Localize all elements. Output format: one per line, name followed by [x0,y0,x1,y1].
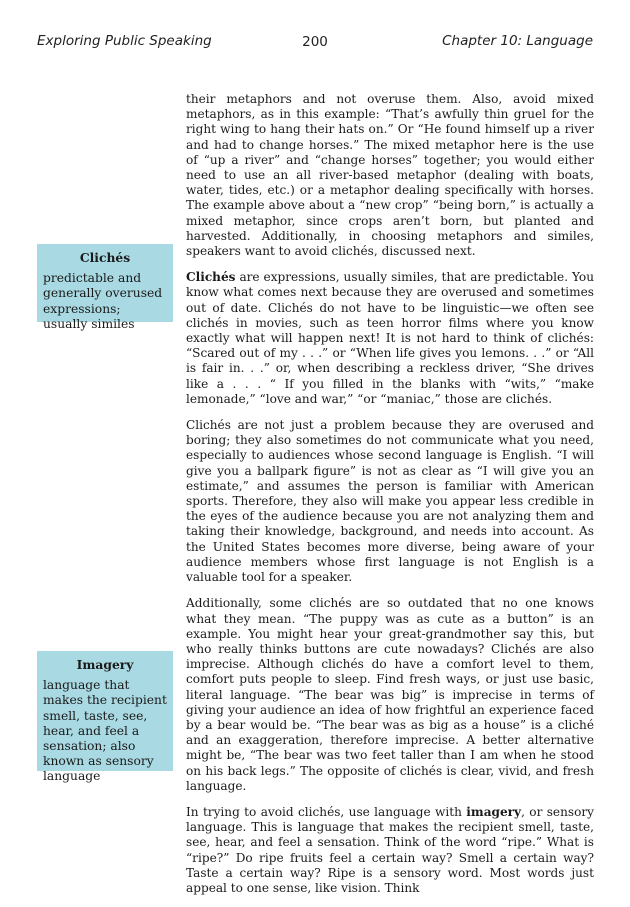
glossary-term: Imagery [76,657,134,672]
paragraph [186,270,594,407]
paragraph-text: are expressions, usually similes, that are predictable. You know what comes next because they are overused and sometimes out of date. Clichés do not have to be linguistic—we often see clichés in movies, such as teen horror films where you know exactly what will happen next! It is not hard to think of clichés: “Scared out of my . . .” or “When life gives you lemons. . .” or “All is fair in. . .” or, when describing a reckless driver, “She drives like a . . . “ If you filled in the blanks with “wits,” “make lemonade,” “love and war,” “or “maniac,” those are clichés. [186,270,594,406]
glossary-term: Clichés [79,250,131,265]
paragraph: Clichés are not just a problem because they are overused and boring; they also sometimes do not communicate what you need, especially to audiences whose second language is English. “I will give you a ballpark figure” is not as clear as “I will give you an estimate,” and assumes the person is familiar with American sports. Therefore, they also will make you appear less credible in the eyes of the audience because you are not analyzing them and taking their knowledge, background, and needs into account. As the United States becomes more diverse, being aware of your audience members whose first language is not English is a valuable tool for a speaker. [186,418,594,585]
glossary-definition: language that makes the recipient smell, taste, see, hear, and feel a sensation; also known as sensory language [43,678,167,784]
glossary-box-cliches [37,244,173,331]
glossary-box-imagery [37,651,173,784]
page-number: 200 [302,34,328,50]
body-text [186,92,594,907]
key-term: imagery [466,804,522,819]
paragraph-text: , or sensory language. This is language that makes the recipient smell, taste, see, hear, and feel a sensation. Think of the word “ripe.” What is “ripe?” Do ripe fruits feel a certain way? Smell a certain way? Taste a certain way? Ripe is a sensory word. Most words just appeal to one sense, like vision. Think [186,804,594,895]
key-term: Clichés [186,270,236,285]
running-head-book-title: Exploring Public Speaking [37,33,212,49]
running-head-chapter: Chapter 10: Language [442,33,593,49]
paragraph [186,805,594,896]
glossary-definition: predictable and generally overused expressions; usually similes [43,271,163,331]
paragraph: their metaphors and not overuse them. Also, avoid mixed metaphors, as in this example: “That’s awfully thin gruel for the right wing to hang their hats on.” Or “He found himself up a river and had to change horses.” The mixed metaphor here is the use of “up a river” and “change horses” together; you would either need to use an all river-based metaphor (dealing with boats, water, tides, etc.) or a metaphor dealing specifically with horses. The example above about a “new crop” “being born,” is actually a mixed metaphor, since crops aren’t born, but planted and harvested. Additionally, in choosing metaphors and similes, speakers want to avoid clichés, discussed next. [186,92,594,259]
paragraph: Additionally, some clichés are so outdated that no one knows what they mean. “The puppy was as cute as a button” is an example. You might hear your great-grandmother say this, but who really thinks buttons are cute nowadays? Clichés are also imprecise. Although clichés do have a comfort level to them, comfort puts people to sleep. Find fresh ways, or just use basic, literal language. “The bear was big” is imprecise in terms of giving your audience an idea of how frightful an experience faced by a bear would be. “The bear was as big as a house” is a cliché and an exaggeration, therefore imprecise. A better alternative might be, “The bear was two feet taller than I am when he stood on his back legs.” The opposite of clichés is clear, vivid, and fresh language. [186,596,594,793]
paragraph-text: In trying to avoid clichés, use language with [186,804,467,819]
